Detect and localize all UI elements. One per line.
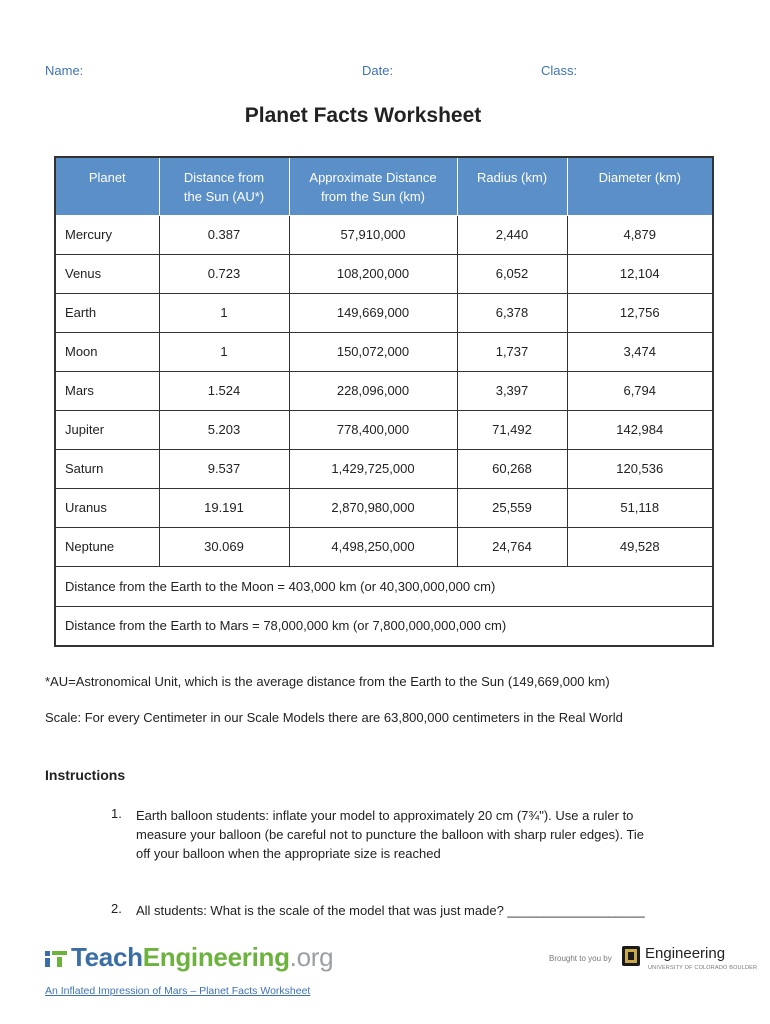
cell-diameter: 49,528 xyxy=(567,527,713,566)
cell-planet: Uranus xyxy=(55,488,159,527)
cell-au: 30.069 xyxy=(159,527,289,566)
table-row xyxy=(55,449,713,488)
table-header-row xyxy=(55,157,713,215)
cell-km: 2,870,980,000 xyxy=(289,488,457,527)
cell-radius: 1,737 xyxy=(457,332,567,371)
cell-km: 778,400,000 xyxy=(289,410,457,449)
date-label: Date: xyxy=(362,63,394,78)
au-footnote: *AU=Astronomical Unit, which is the average distance from the Earth to the Sun (149,669,000 km) xyxy=(45,674,610,689)
cell-km: 1,429,725,000 xyxy=(289,449,457,488)
note-row-mars xyxy=(55,606,713,646)
engineering-label: Engineering xyxy=(645,945,726,962)
cell-radius: 60,268 xyxy=(457,449,567,488)
instruction-2-number: 2. xyxy=(111,901,122,916)
cell-km: 4,498,250,000 xyxy=(289,527,457,566)
cell-au: 5.203 xyxy=(159,410,289,449)
earth-moon-distance-note: Distance from the Earth to the Moon = 403,000 km (or 40,300,000,000 cm) xyxy=(55,566,713,606)
cell-diameter: 120,536 xyxy=(567,449,713,488)
scale-text: Scale: For every Centimeter in our Scale Models there are 63,800,000 centimeters in the Real World xyxy=(45,710,623,725)
cell-au: 19.191 xyxy=(159,488,289,527)
cell-radius: 71,492 xyxy=(457,410,567,449)
cell-planet: Saturn xyxy=(55,449,159,488)
table-row xyxy=(55,332,713,371)
teachengineering-logo xyxy=(45,942,333,973)
instruction-2-text: All students: What is the scale of the model that was just made? ___________________ xyxy=(136,903,645,918)
teachengineering-mark-icon xyxy=(45,948,67,970)
instruction-1-line: off your balloon when the appropriate size is reached xyxy=(136,846,441,861)
cell-planet: Mars xyxy=(55,371,159,410)
instruction-1-line: Earth balloon students: inflate your model to approximately 20 cm (7¾"). Use a ruler to xyxy=(136,808,634,823)
cell-planet: Earth xyxy=(55,293,159,332)
table-row xyxy=(55,293,713,332)
cell-radius: 6,378 xyxy=(457,293,567,332)
header-planet: Planet xyxy=(55,157,159,215)
header-radius: Radius (km) xyxy=(457,157,567,215)
table-row xyxy=(55,527,713,566)
cell-radius: 2,440 xyxy=(457,215,567,254)
cell-diameter: 6,794 xyxy=(567,371,713,410)
cell-au: 1.524 xyxy=(159,371,289,410)
cell-au: 0.387 xyxy=(159,215,289,254)
cell-radius: 24,764 xyxy=(457,527,567,566)
table-row xyxy=(55,410,713,449)
brought-to-you-by: Brought to you by xyxy=(549,954,612,963)
cell-radius: 6,052 xyxy=(457,254,567,293)
cell-au: 1 xyxy=(159,332,289,371)
name-label: Name: xyxy=(45,63,84,78)
cell-km: 228,096,000 xyxy=(289,371,457,410)
cell-km: 150,072,000 xyxy=(289,332,457,371)
instruction-1-number: 1. xyxy=(111,806,122,821)
earth-mars-distance-note: Distance from the Earth to Mars = 78,000,000 km (or 7,800,000,000,000 cm) xyxy=(55,606,713,646)
cell-au: 1 xyxy=(159,293,289,332)
header-distance-au: Distance from the Sun (AU*) xyxy=(159,157,289,215)
table-row xyxy=(55,371,713,410)
cell-planet: Moon xyxy=(55,332,159,371)
cell-radius: 3,397 xyxy=(457,371,567,410)
cell-planet: Venus xyxy=(55,254,159,293)
cell-radius: 25,559 xyxy=(457,488,567,527)
logo-org: .org xyxy=(289,942,334,972)
logo-engineering: Engineering xyxy=(142,942,290,972)
cell-km: 149,669,000 xyxy=(289,293,457,332)
page-title: Planet Facts Worksheet xyxy=(244,104,482,127)
worksheet-source-link[interactable]: An Inflated Impression of Mars – Planet Facts Worksheet xyxy=(45,985,311,997)
cell-diameter: 12,756 xyxy=(567,293,713,332)
cell-diameter: 51,118 xyxy=(567,488,713,527)
cell-planet: Mercury xyxy=(55,215,159,254)
class-label: Class: xyxy=(541,63,578,78)
university-label: UNIVERSITY OF COLORADO BOULDER xyxy=(648,965,758,971)
cell-au: 0.723 xyxy=(159,254,289,293)
table-row xyxy=(55,488,713,527)
cell-planet: Neptune xyxy=(55,527,159,566)
cell-au: 9.537 xyxy=(159,449,289,488)
cell-planet: Jupiter xyxy=(55,410,159,449)
cu-engineering-logo-icon xyxy=(622,946,640,966)
header-diameter: Diameter (km) xyxy=(567,157,713,215)
cell-diameter: 4,879 xyxy=(567,215,713,254)
logo-teach: Teach xyxy=(71,942,143,972)
cell-km: 108,200,000 xyxy=(289,254,457,293)
note-row-moon xyxy=(55,566,713,606)
cell-diameter: 142,984 xyxy=(567,410,713,449)
table-row xyxy=(55,215,713,254)
header-distance-km: Approximate Distance from the Sun (km) xyxy=(289,157,457,215)
cell-diameter: 12,104 xyxy=(567,254,713,293)
planet-facts-table xyxy=(54,156,714,647)
instructions-heading: Instructions xyxy=(45,767,126,783)
cell-km: 57,910,000 xyxy=(289,215,457,254)
instruction-1-line: measure your balloon (be careful not to puncture the balloon with sharp ruler edges). Tie xyxy=(136,827,645,842)
instruction-1-text xyxy=(136,806,696,863)
table-row xyxy=(55,254,713,293)
cell-diameter: 3,474 xyxy=(567,332,713,371)
